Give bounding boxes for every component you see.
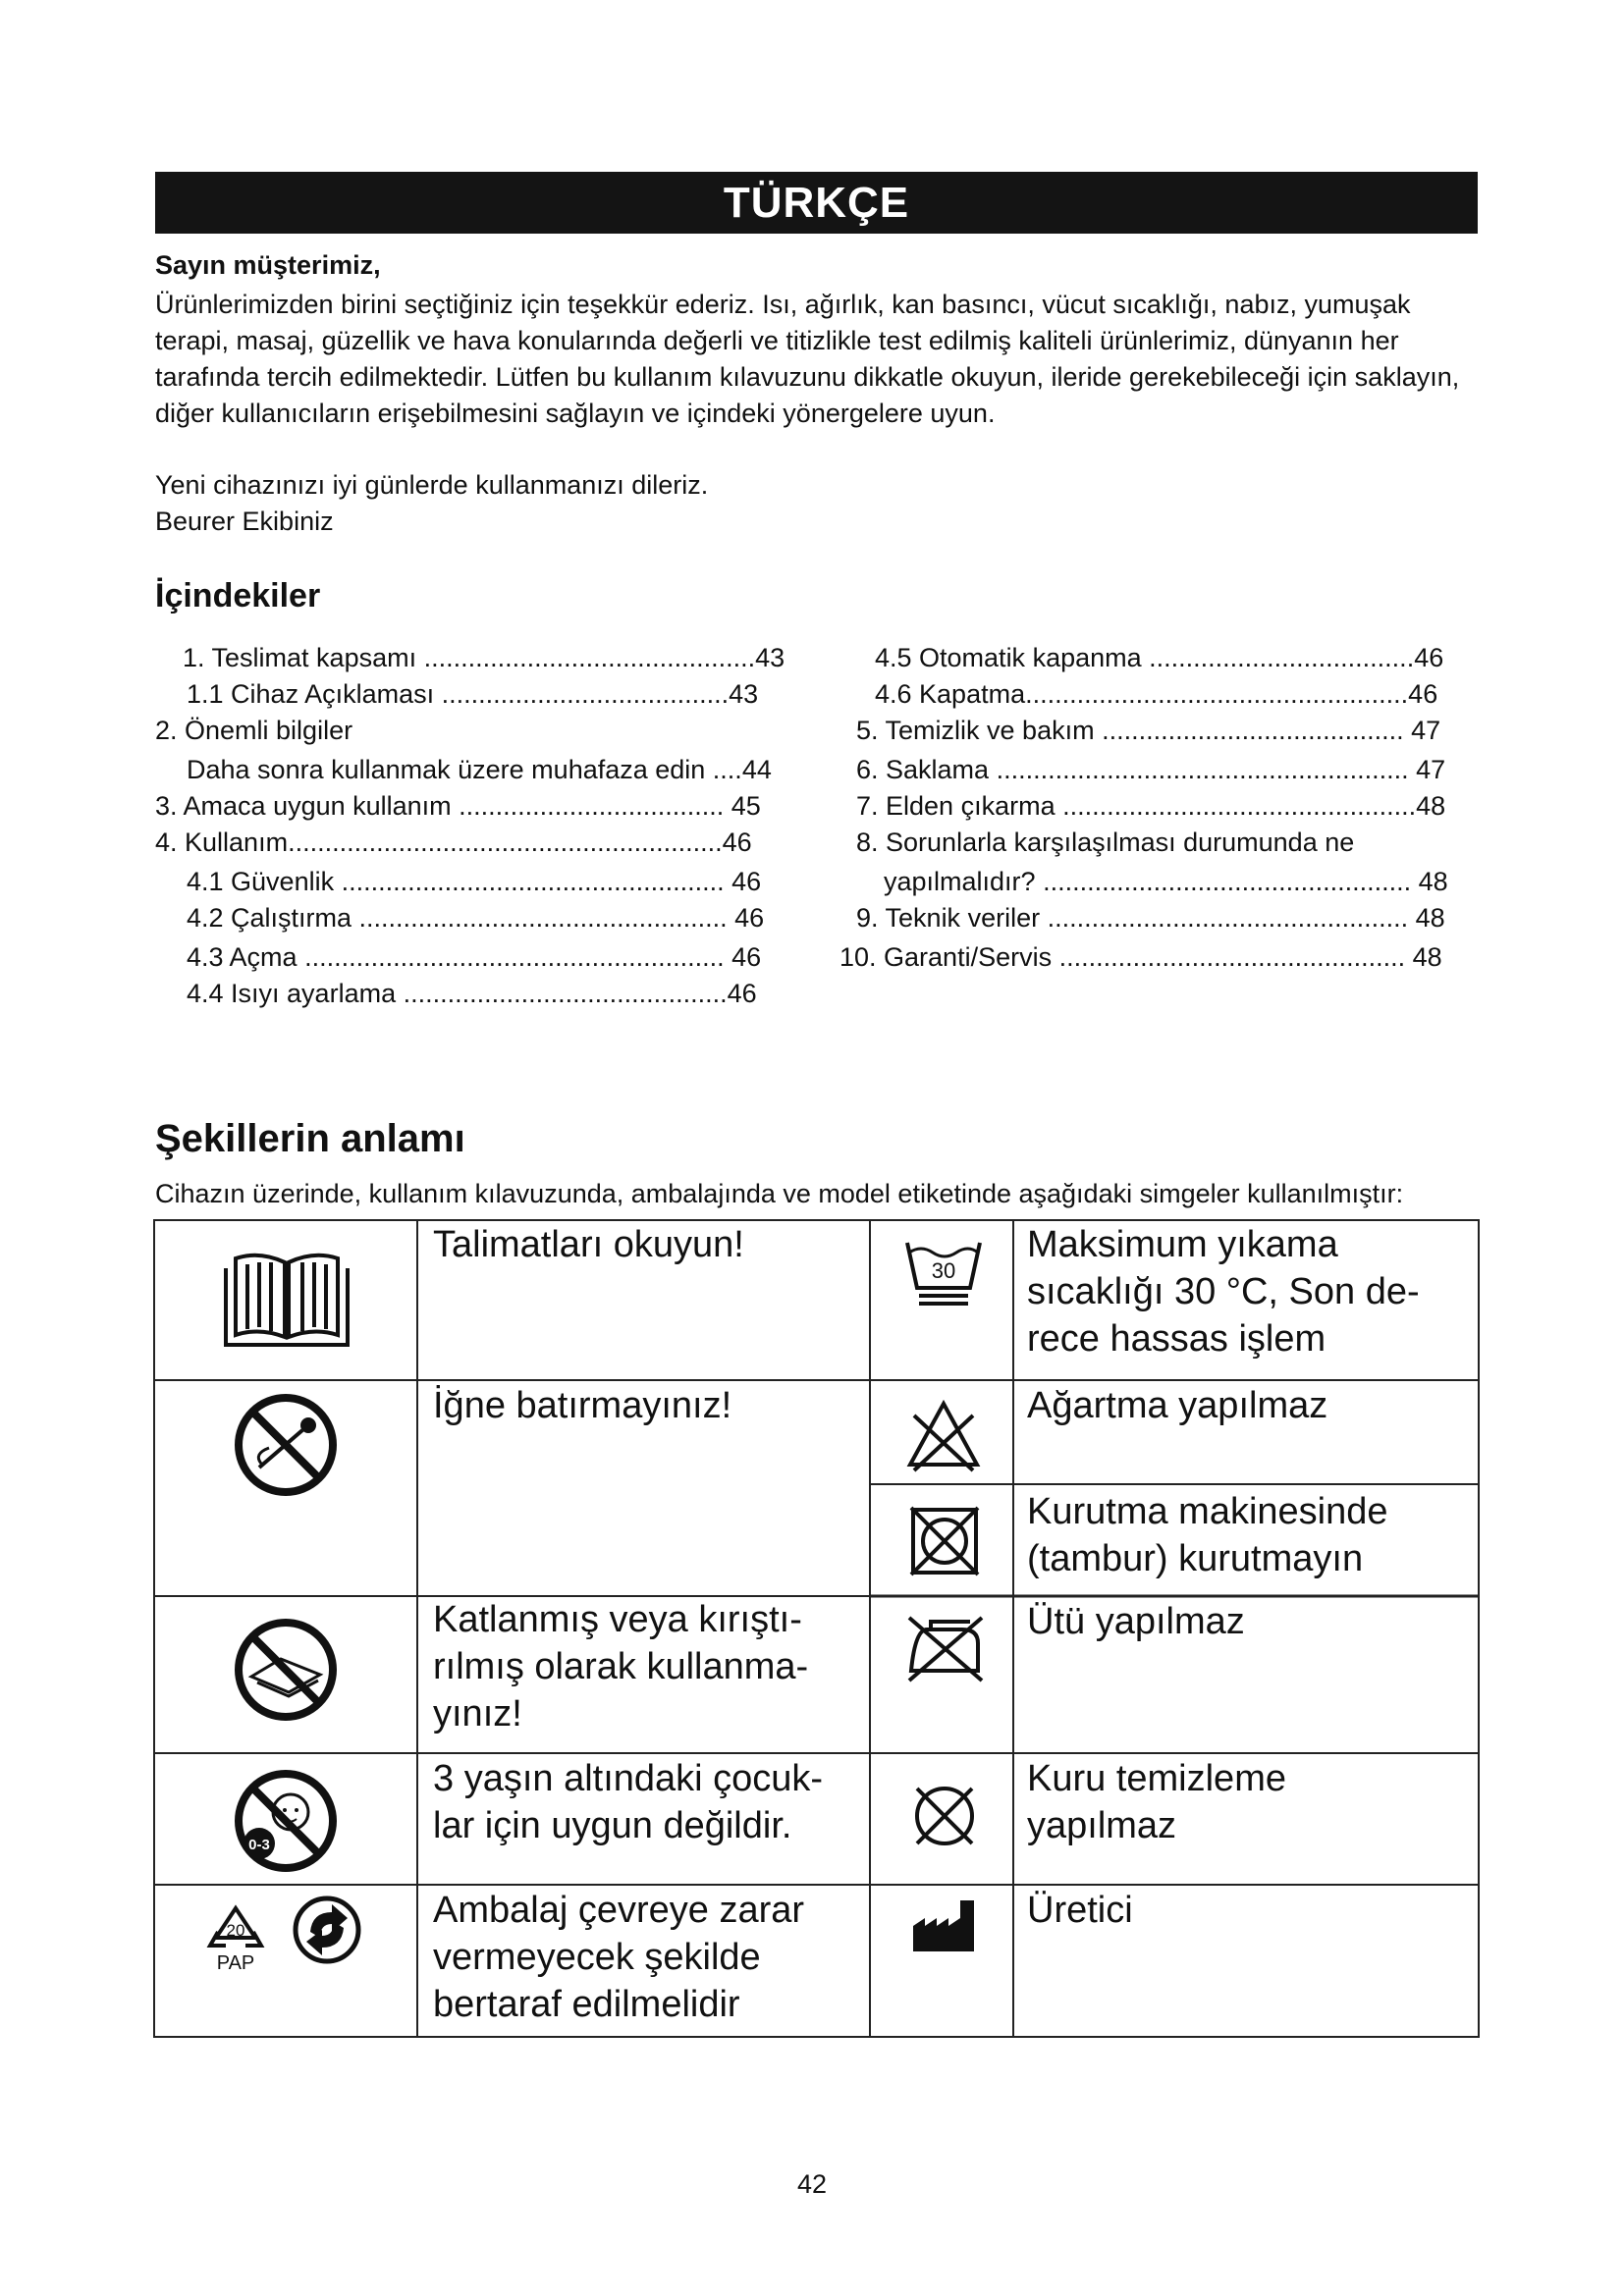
cell-line: Kurutma makinesinde: [1027, 1491, 1388, 1532]
wash-30-icon: [899, 1231, 988, 1309]
cell-line: 3 yaşın altındaki çocuk-: [433, 1758, 824, 1799]
no-fold-icon: [232, 1616, 340, 1724]
toc-entry[interactable]: 8. Sorunlarla karşılaşılması durumunda ne: [856, 828, 1355, 857]
cell-line: Talimatları okuyun!: [433, 1224, 744, 1265]
toc-entry[interactable]: 4.3 Açma ......................................................... 46: [187, 942, 762, 972]
toc-entry[interactable]: 1.1 Cihaz Açıklaması .......................................43: [187, 679, 759, 709]
no-iron-text: [1027, 1598, 1245, 1645]
greeting: Sayın müşterimiz,: [155, 250, 381, 280]
cell-line: Ütü yapılmaz: [1027, 1601, 1245, 1642]
symbols-title: Şekillerin anlamı: [155, 1117, 465, 1160]
age-label: 0-3: [248, 1837, 270, 1853]
no-children-icon: [232, 1767, 340, 1875]
no-bleach-icon: [904, 1396, 983, 1474]
intro-line: terapi, masaj, güzellik ve hava konularında değerli ve titizlikle test edilmiş kaliteli ürünlerimiz, dünyanın her: [155, 326, 1399, 355]
signature-line: Beurer Ekibiniz: [155, 507, 334, 536]
recycle-icon: [204, 1891, 371, 1999]
cell-line: yapılmaz: [1027, 1805, 1177, 1846]
intro-line: tarafında tercih edilmektedir. Lütfen bu kullanım kılavuzunu dikkatle okuyun, ileride gerekebileceği için saklayın,: [155, 362, 1460, 392]
language-banner: TÜRKÇE: [155, 172, 1478, 234]
toc-entry[interactable]: 5. Temizlik ve bakım ......................................... 47: [856, 716, 1441, 745]
toc-entry[interactable]: 4.6 Kapatma....................................................46: [875, 679, 1438, 709]
no-bleach-text: [1027, 1382, 1327, 1429]
no-tumble-dry-text: [1027, 1488, 1388, 1582]
toc-entry[interactable]: 9. Teknik veriler ................................................. 48: [856, 903, 1445, 933]
intro-line: diğer kullanıcıların erişebilmesini sağlayın ve içindeki yönergelere uyun.: [155, 399, 996, 428]
toc-entry[interactable]: 7. Elden çıkarma ................................................48: [856, 791, 1446, 821]
cell-line: lar için uygun değildir.: [433, 1805, 792, 1846]
toc-entry[interactable]: 4.4 Isıyı ayarlama ............................................46: [187, 979, 757, 1008]
no-iron-icon: [901, 1612, 988, 1684]
toc-entry[interactable]: 4.1 Güvenlik .................................................... 46: [187, 867, 762, 896]
wash-temperature: 30: [931, 1258, 956, 1283]
no-dry-clean-text: [1027, 1755, 1286, 1849]
recycle-number: 20: [226, 1921, 245, 1940]
cell-line: Katlanmış veya kırıştı-: [433, 1599, 802, 1640]
toc-entry[interactable]: yapılmalıdır? .................................................. 48: [884, 867, 1448, 896]
symbols-subtitle: Cihazın üzerinde, kullanım kılavuzunda, ambalajında ve model etiketinde aşağıdaki simgeler kullanılmıştır:: [155, 1179, 1404, 1208]
toc-entry[interactable]: 4. Kullanım...........................................................46: [155, 828, 752, 857]
toc-title: İçindekiler: [155, 577, 321, 614]
wash-30-text: [1027, 1221, 1420, 1362]
intro-line: Ürünlerimizden birini seçtiğiniz için teşekkür ederiz. Isı, ağırlık, kan basıncı, vücut sıcaklığı, nabız, yumuşak: [155, 290, 1411, 319]
cell-line: İğne batırmayınız!: [433, 1385, 732, 1426]
cell-line: Kuru temizleme: [1027, 1758, 1286, 1799]
cell-line: vermeyecek şekilde: [433, 1937, 761, 1978]
cell-line: sıcaklığı 30 °C, Son de-: [1027, 1271, 1420, 1312]
toc-entry[interactable]: 4.5 Otomatik kapanma ....................................46: [875, 643, 1444, 672]
cell-line: rılmış olarak kullanma-: [433, 1646, 809, 1687]
cell-line: Ağartma yapılmaz: [1027, 1385, 1328, 1426]
manufacturer-text: [1027, 1887, 1133, 1934]
no-fold-text: [433, 1596, 808, 1737]
closing-note: [155, 467, 708, 540]
no-needle-icon: [232, 1391, 340, 1499]
no-children-text: [433, 1755, 823, 1849]
toc-entry[interactable]: Daha sonra kullanmak üzere muhafaza edin ....44: [187, 755, 772, 784]
intro-paragraph: [155, 287, 1481, 432]
cell-line: Üretici: [1027, 1890, 1133, 1931]
toc-entry[interactable]: 4.2 Çalıştırma .................................................. 46: [187, 903, 765, 933]
read-instructions-text: [433, 1221, 744, 1268]
no-needle-text: [433, 1382, 731, 1429]
page-number: 42: [796, 2169, 828, 2199]
cell-line: Ambalaj çevreye zarar: [433, 1890, 805, 1931]
no-tumble-dry-icon: [907, 1504, 982, 1578]
recycle-text: [433, 1887, 804, 2028]
cell-line: rece hassas işlem: [1027, 1318, 1326, 1360]
manufacturer-icon: [907, 1896, 982, 1955]
closing-line: Yeni cihazınızı iyi günlerde kullanmanızı dileriz.: [155, 470, 709, 500]
cell-line: yınız!: [433, 1693, 522, 1735]
toc-entry[interactable]: 3. Amaca uygun kullanım .................................... 45: [155, 791, 761, 821]
toc-entry[interactable]: 10. Garanti/Servis ............................................... 48: [839, 942, 1442, 972]
symbols-table: [153, 1219, 1480, 2038]
no-dry-clean-icon: [907, 1779, 982, 1853]
book-icon: [218, 1247, 355, 1355]
toc-entry[interactable]: 2. Önemli bilgiler: [155, 716, 353, 745]
toc-entry[interactable]: 1. Teslimat kapsamı .............................................43: [183, 643, 785, 672]
pap-label: PAP: [216, 1952, 255, 1974]
cell-line: Maksimum yıkama: [1027, 1224, 1338, 1265]
cell-line: (tambur) kurutmayın: [1027, 1538, 1364, 1579]
cell-line: bertaraf edilmelidir: [433, 1984, 740, 2025]
toc-entry[interactable]: 6. Saklama ........................................................ 47: [856, 755, 1446, 784]
